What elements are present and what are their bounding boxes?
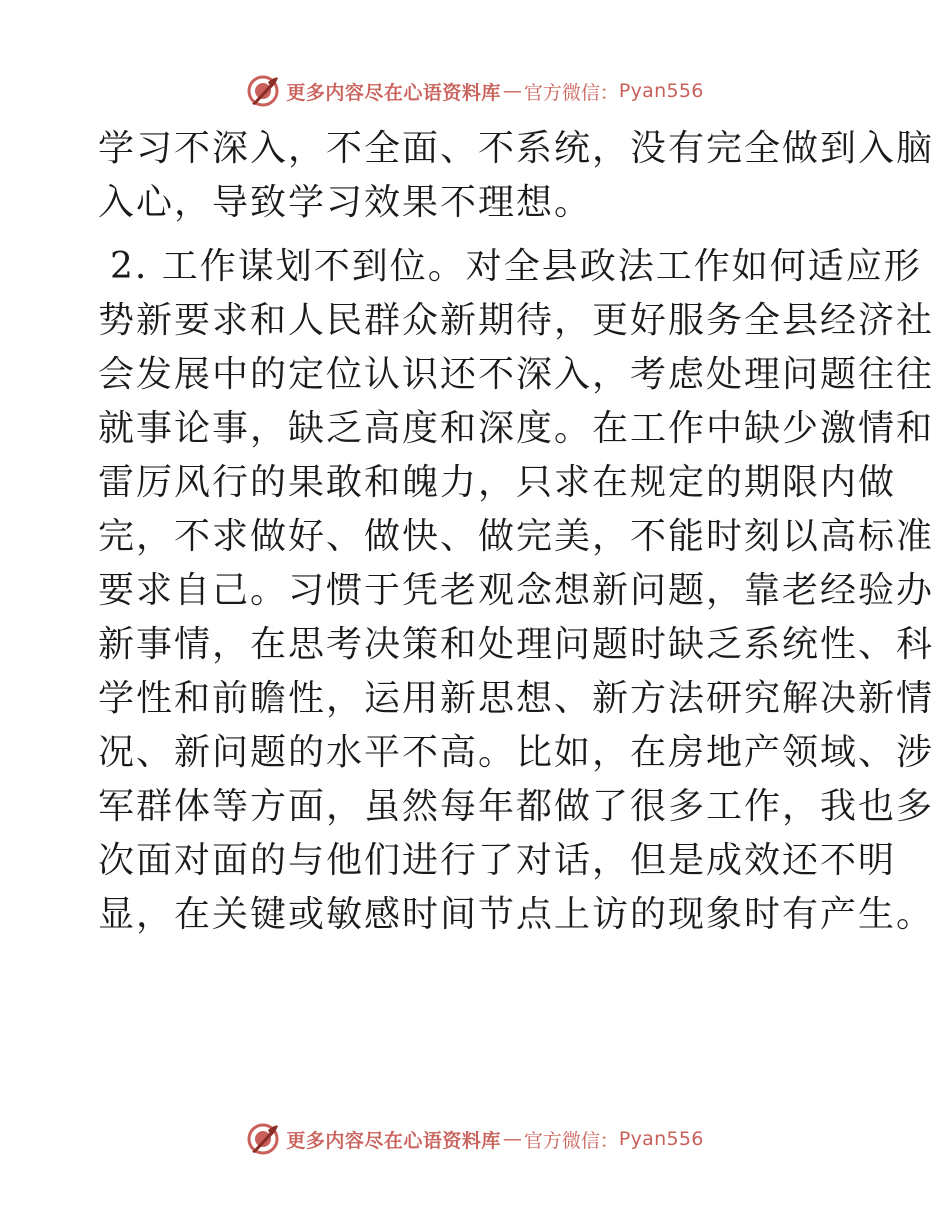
text-line: 会发展中的定位认识还不深入，考虑处理问题往往 [98, 354, 935, 395]
watermark-dash: — [502, 1128, 522, 1150]
watermark-main-text: 更多内容尽在心语资料库 [286, 81, 501, 104]
text-line: 2. 工作谋划不到位。对全县政法工作如何适应形 [110, 246, 922, 287]
footer-watermark [0, 1119, 950, 1159]
text-line: 军群体等方面，虽然每年都做了很多工作，我也多 [98, 786, 935, 827]
text-line: 就事论事，缺乏高度和深度。在工作中缺少激情和 [98, 408, 935, 449]
text-line: 显，在关键或敏感时间节点上访的现象时有产生。 [98, 894, 935, 935]
text-line: 学性和前瞻性，运用新思想、新方法研究解决新情 [98, 678, 935, 719]
text-line: 学习不深入，不全面、不系统，没有完全做到入脑 [98, 128, 935, 169]
quill-seal-icon [246, 74, 280, 108]
text-line: 雷厉风行的果敢和魄力，只求在规定的期限内做 [98, 462, 897, 503]
text-line: 完，不求做好、做快、做完美，不能时刻以高标准 [98, 516, 935, 557]
watermark-wechat-label: 官方微信： [523, 1129, 619, 1152]
text-line: 况、新问题的水平不高。比如，在房地产领域、涉 [98, 732, 935, 773]
watermark-main-text: 更多内容尽在心语资料库 [286, 1129, 501, 1152]
watermark-wechat-id: Pyan556 [618, 80, 704, 102]
watermark-dash: — [502, 80, 522, 102]
text-line: 势新要求和人民群众新期待，更好服务全县经济社 [98, 300, 935, 341]
text-line: 要求自己。习惯于凭老观念想新问题，靠老经验办 [98, 570, 935, 611]
watermark-wechat-id: Pyan556 [618, 1128, 704, 1150]
watermark-wechat-label: 官方微信： [523, 81, 619, 104]
document-body [98, 122, 935, 942]
quill-seal-icon [246, 1122, 280, 1156]
paragraph [98, 240, 935, 942]
text-line: 入心，导致学习效果不理想。 [98, 182, 593, 223]
text-line: 次面对面的与他们进行了对话，但是成效还不明 [98, 840, 897, 881]
text-line: 新事情，在思考决策和处理问题时缺乏系统性、科 [98, 624, 935, 665]
header-watermark [0, 71, 950, 111]
paragraph [98, 122, 935, 230]
